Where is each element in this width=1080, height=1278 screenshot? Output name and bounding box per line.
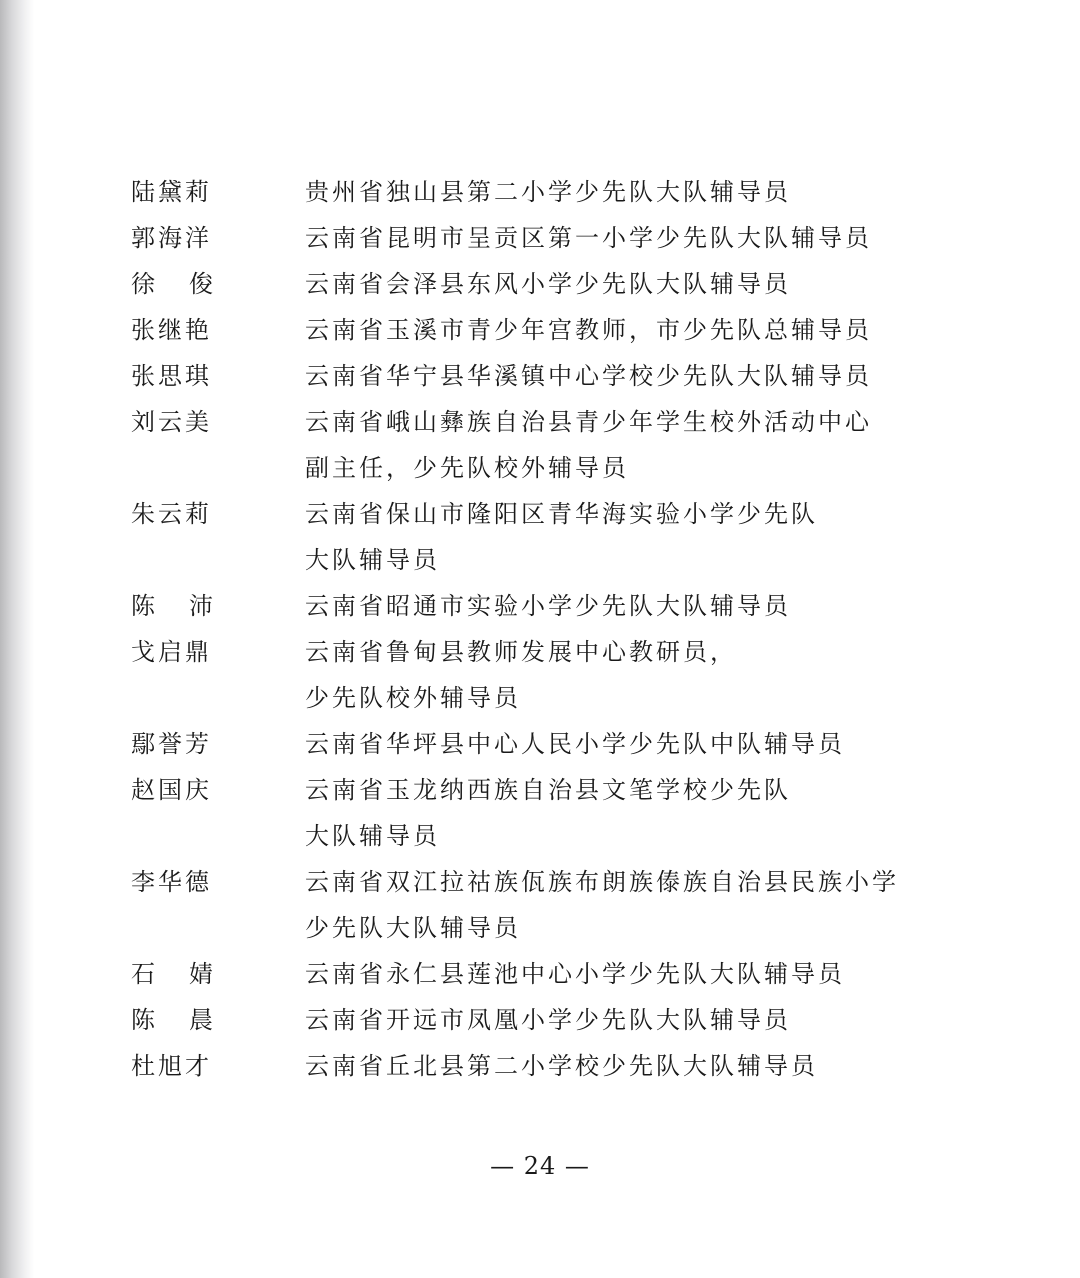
list-entry (0, 491, 1080, 583)
list-entry (0, 307, 1080, 353)
list-entry (0, 215, 1080, 261)
description-line: 云南省玉龙纳西族自治县文笔学校少先队 (305, 776, 791, 804)
entry-description (305, 767, 945, 859)
entry-description (305, 215, 945, 261)
list-entry (0, 859, 1080, 951)
entry-name: 鄢誉芳 (131, 730, 212, 758)
description-line: 云南省鲁甸县教师发展中心教研员， (305, 638, 737, 666)
description-line: 云南省玉溪市青少年宫教师，市少先队总辅导员 (305, 316, 872, 344)
entry-name: 李华德 (131, 868, 212, 896)
list-entry (0, 353, 1080, 399)
description-line: 云南省会泽县东风小学少先队大队辅导员 (305, 270, 791, 298)
entry-description (305, 951, 945, 997)
list-entry (0, 1043, 1080, 1089)
description-line: 云南省华坪县中心人民小学少先队中队辅导员 (305, 730, 845, 758)
entry-description (305, 307, 945, 353)
list-entry (0, 721, 1080, 767)
honoree-list (0, 169, 1080, 1089)
description-line: 云南省昭通市实验小学少先队大队辅导员 (305, 592, 791, 620)
list-entry (0, 399, 1080, 491)
entry-name: 陈晨 (131, 1006, 247, 1034)
entry-name: 徐俊 (131, 270, 247, 298)
description-line: 云南省峨山彝族自治县青少年学生校外活动中心 (305, 408, 872, 436)
description-line: 少先队校外辅导员 (305, 684, 521, 712)
entry-description (305, 859, 945, 951)
description-line: 大队辅导员 (305, 546, 440, 574)
entry-name: 陈沛 (131, 592, 247, 620)
list-entry (0, 997, 1080, 1043)
entry-name: 郭海洋 (131, 224, 212, 252)
list-entry (0, 951, 1080, 997)
entry-name: 张继艳 (131, 316, 212, 344)
description-line: 云南省华宁县华溪镇中心学校少先队大队辅导员 (305, 362, 872, 390)
description-line: 云南省开远市凤凰小学少先队大队辅导员 (305, 1006, 791, 1034)
entry-name: 石婧 (131, 960, 247, 988)
entry-description (305, 399, 945, 491)
entry-name: 赵国庆 (131, 776, 212, 804)
entry-description (305, 629, 945, 721)
description-line: 云南省保山市隆阳区青华海实验小学少先队 (305, 500, 818, 528)
description-line: 少先队大队辅导员 (305, 914, 521, 942)
page-number: — 24 — (490, 1152, 590, 1180)
description-line: 云南省永仁县莲池中心小学少先队大队辅导员 (305, 960, 845, 988)
description-line: 云南省双江拉祜族佤族布朗族傣族自治县民族小学 (305, 868, 899, 896)
entry-name: 杜旭才 (131, 1052, 212, 1080)
entry-name: 张思琪 (131, 362, 212, 390)
entry-description (305, 169, 945, 215)
entry-name: 陆黛莉 (131, 178, 212, 206)
description-line: 大队辅导员 (305, 822, 440, 850)
description-line: 贵州省独山县第二小学少先队大队辅导员 (305, 178, 791, 206)
list-entry (0, 169, 1080, 215)
entry-description (305, 491, 945, 583)
list-entry (0, 767, 1080, 859)
description-line: 云南省昆明市呈贡区第一小学少先队大队辅导员 (305, 224, 872, 252)
entry-description (305, 261, 945, 307)
entry-name: 刘云美 (131, 408, 212, 436)
entry-description (305, 1043, 945, 1089)
list-entry (0, 261, 1080, 307)
description-line: 副主任，少先队校外辅导员 (305, 454, 629, 482)
entry-description (305, 721, 945, 767)
description-line: 云南省丘北县第二小学校少先队大队辅导员 (305, 1052, 818, 1080)
list-entry (0, 629, 1080, 721)
list-entry (0, 583, 1080, 629)
entry-name: 朱云莉 (131, 500, 212, 528)
entry-description (305, 997, 945, 1043)
entry-name: 戈启鼎 (131, 638, 212, 666)
entry-description (305, 353, 945, 399)
entry-description (305, 583, 945, 629)
